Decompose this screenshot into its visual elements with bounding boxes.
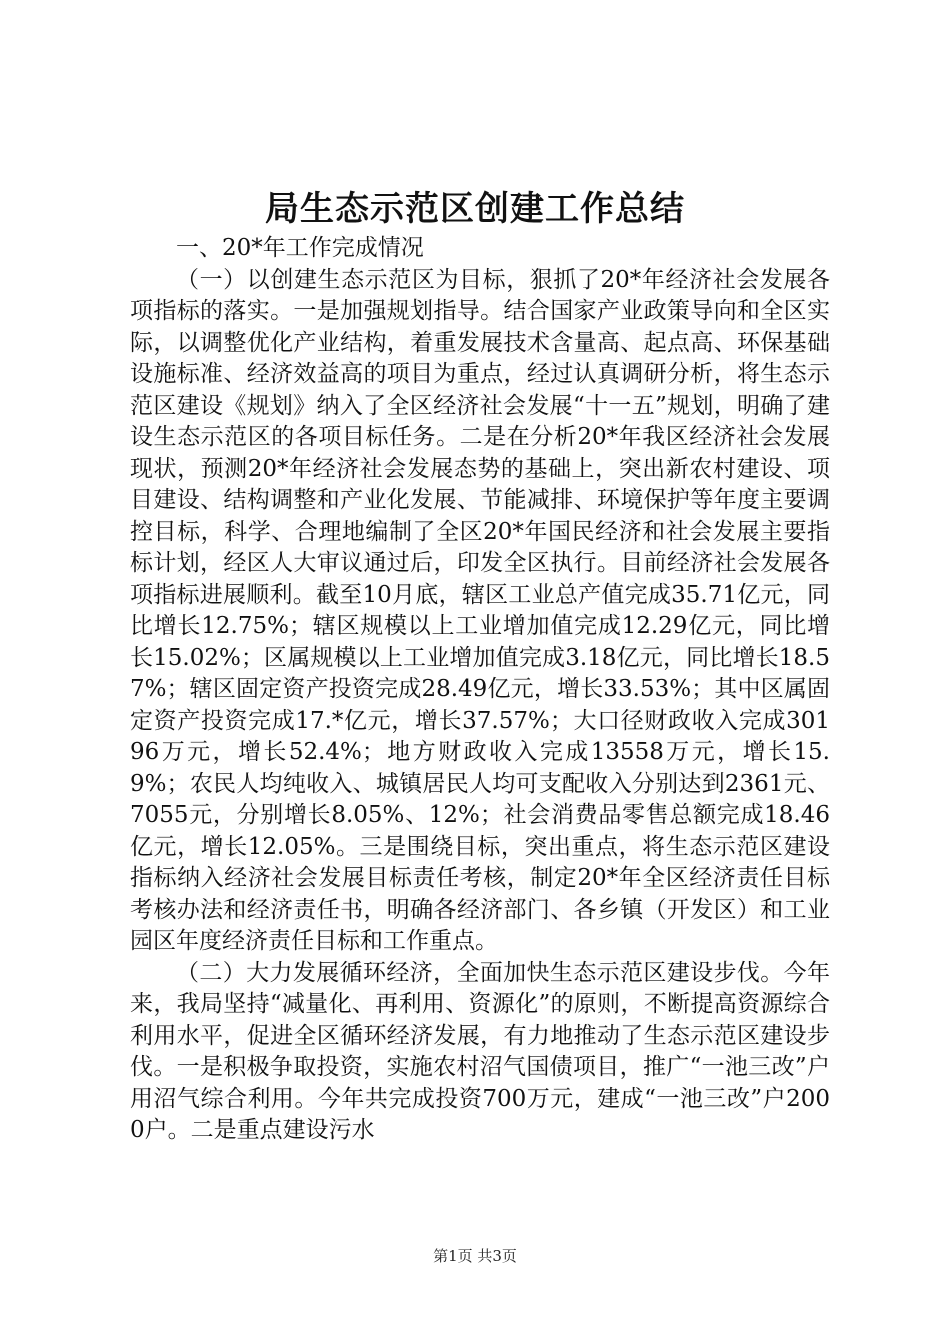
document-title: 局生态示范区创建工作总结 <box>265 189 685 229</box>
body-paragraph: （二）大力发展循环经济，全面加快生态示范区建设步伐。今年来，我局坚持“减量化、再利用、资源化”的原则，不断提高资源综合利用水平，促进全区循环经济发展，有力地推动了生态示范区建设步伐。一是积极争取投资，实施农村沼气国债项目，推广“一池三改”户用沼气综合利用。今年共完成投资700万元，建成“一池三改”户2000户。二是重点建设污水 <box>130 959 830 1143</box>
document-body <box>130 233 830 1147</box>
page-number: 第1页 共3页 <box>433 1247 517 1265</box>
section-heading: 一、20*年工作完成情况 <box>176 235 424 261</box>
body-paragraph: （一）以创建生态示范区为目标，狠抓了20*年经济社会发展各项指标的落实。一是加强规划指导。结合国家产业政策导向和全区实际，以调整优化产业结构，着重发展技术含量高、起点高、环保基础设施标准、经济效益高的项目为重点，经过认真调研分析，将生态示范区建设《规划》纳入了全区经济社会发展“十一五”规划，明确了建设生态示范区的各项目标任务。二是在分析20*年我区经济社会发展现状，预测20*年经济社会发展态势的基础上，突出新农村建设、项目建设、结构调整和产业化发展、节能减排、环境保护等年度主要调控目标，科学、合理地编制了全区20*年国民经济和社会发展主要指标计划，经区人大审议通过后，印发全区执行。目前经济社会发展各项指标进展顺利。截至10月底，辖区工业总产值完成35.71亿元，同比增长12.75%；辖区规模以上工业增加值完成12.29亿元，同比增长15.02%；区属规模以上工业增加值完成3.18亿元，同比增长18.57%；辖区固定资产投资完成28.49亿元，增长33.53%；其中区属固定资产投资完成17.*亿元，增长37.57%；大口径财政收入完成30196万元，增长52.4%；地方财政收入完成13558万元，增长15.9%；农民人均纯收入、城镇居民人均可支配收入分别达到2361元、7055元，分别增长8.05%、12%；社会消费品零售总额完成18.46亿元，增长12.05%。三是围绕目标，突出重点，将生态示范区建设指标纳入经济社会发展目标责任考核，制定20*年全区经济责任目标考核办法和经济责任书，明确各经济部门、各乡镇（开发区）和工业园区年度经济责任目标和工作重点。 <box>130 266 830 954</box>
